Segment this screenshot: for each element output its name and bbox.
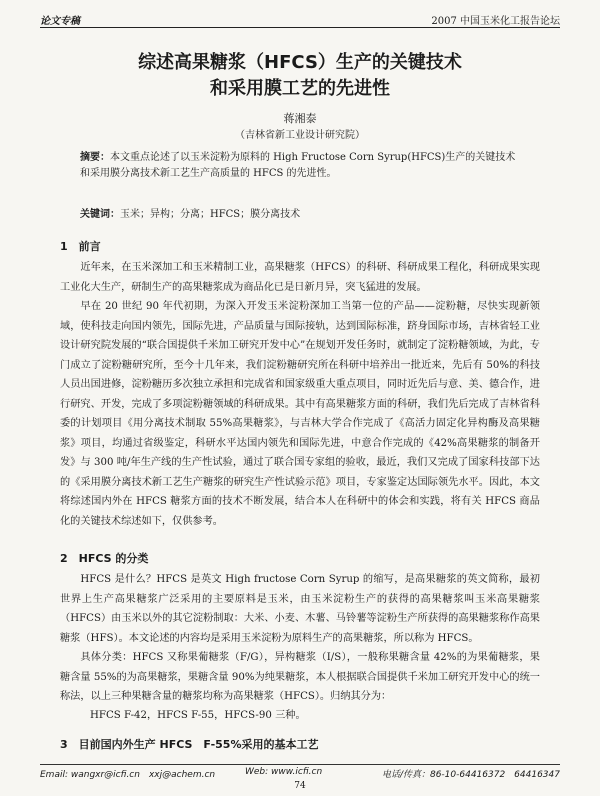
paragraph-definition: HFCS 是什么？HFCS 是英文 High fructose Corn Syrup 的缩写，是高果糖浆的英文简称，最初世界上生产高果糖浆广泛采用的主要原料是玉米，由玉米淀粉生产的获得的高果糖浆叫玉米高果糖浆（HFCS）由玉米以外的其它淀粉制取：大米、小麦、木薯、马铃薯等淀粉生产所获得的高果糖浆称作高果糖浆（HFS）。本文论述的内容均是采用玉米淀粉为原料生产的高果糖浆，所以称为 HFCS。 [60,574,540,644]
affiliation: （吉林省新工业设计研究院） [235,130,365,141]
paragraph-classification: 具体分类：HFCS 又称果葡糖浆（F/G），异构糖浆（I/S），一般称果糖含量 42%的为果葡糖浆，果糖含量 55%的为高果糖浆，果糖含量 90%为纯果糖浆，本人根据联合国提供千米加工研究开发中心的统一称法，以上三种果糖含量的糖浆均称为高果糖浆（HFCS）。归纳其分为： [60,652,540,702]
page-number: 74 [294,781,306,791]
journal-name: 论文专稿 [40,16,80,27]
abstract-text: 本文重点论述了以玉米淀粉为原料的 High Fructose Corn Syrup(HFCS)生产的关键技术和采用膜分离技术新工艺生产高质量的 HFCS 的先进性。 [80,152,516,179]
footer-web: Web: www.icfi.cn [245,767,323,777]
footer-divider [40,764,560,765]
title-line-1: 综述高果糖浆（HFCS）生产的关键技术 [138,52,462,73]
section-heading-1: 1 前言 [60,240,101,253]
keywords-text: 玉米；异构；分离；HFCS；膜分离技术 [120,209,301,220]
paragraph-history: 早在 20 世纪 90 年代初期，为深入开发玉米淀粉深加工当第一位的产品——淀粉糖，尽快实现新领域，使科技走向国内领先，国际先进，产品质量与国际接轨，达到国际标准，跻身国际市场，吉林省轻工业设计研究院发展的“联合国提供千米加工研究开发中心”在规划开发任务时，就制定了淀粉糖领域，为此，专门成立了淀粉糖研究所，至今十几年来，我们淀粉糖研究所在科研中培养出一批近来，先后有 50%的科技人员出国进修，淀粉糖历多次独立承担和完成省和国家级重大重点项目，同时近先后与意、美、德合作，进行研究、开发，完成了多项淀粉糖领域的科研成果。其中有高果糖浆方面的科研，我们先后完成了吉林省科委的计划项目《用分离技术制取 55%高果糖浆》，与吉林大学合作完成了《高活力固定化异构酶及高果糖浆》项目，均通过省级鉴定，科研水平达国内领先和国际先进，中意合作完成的《42%高果糖浆的制备开发》与 300 吨/年生产线的生产性试验，通过了联合国专家组的验收，最近，我们又完成了国家科技部下达的《采用膜分离技术新工艺生产糖浆的研究生产性试验示范》项目，专家鉴定达国际领先水平。因此，本文将综述国内外在 HFCS 糖浆方面的技术不断发展，结合本人在科研中的体会和实践，将有关 HFCS 商品化的关键技术综述如下，仅供参考。 [60,301,540,527]
footer-phone: 电话/传真：86-10-64416372 64416347 [381,770,560,780]
paragraph-types: HFCS F-42，HFCS F-55，HFCS-90 三种。 [90,710,306,721]
page-header [40,10,560,28]
keywords-label: 关键词： [80,209,120,220]
footer-email: Email: wangxr@icfi.cn xxj@achem.cn [40,770,216,780]
title-line-2: 和采用膜工艺的先进性 [210,78,390,99]
abstract [80,150,520,182]
section-heading-3: 3 目前国内外生产 HFCS F-55%采用的基本工艺 [60,738,319,751]
page-footer [40,767,560,781]
header-divider [40,27,560,28]
journal-issue: 2007 中国玉米化工报告论坛 [431,16,560,27]
section-heading-2: 2 HFCS 的分类 [60,552,149,565]
article-title [0,50,600,102]
keywords [80,205,520,220]
author: 蒋湘泰 [283,112,317,125]
paragraph-intro: 近年来，在玉米深加工和玉米精制工业，高果糖浆（HFCS）的科研、科研成果工程化，科研成果实现工业化大生产，研制生产的高果糖浆成为商品化已是日新月异，突飞猛进的发展。 [60,262,540,293]
abstract-label: 摘要： [80,152,110,163]
